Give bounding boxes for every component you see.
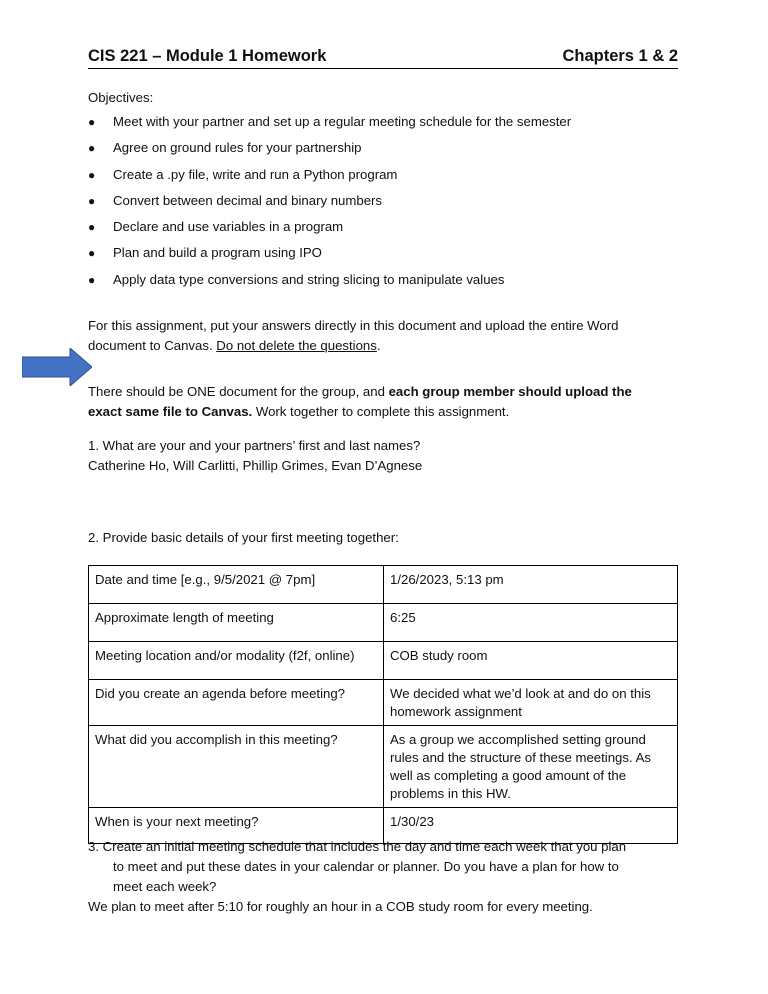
group-note-paragraph: There should be ONE document for the group, and each group member should upload the exact same file to Canvas. Work together to complete this assignment. xyxy=(88,384,632,419)
list-item: ● Apply data type conversions and string slicing to manipulate values xyxy=(88,270,678,296)
do-not-delete-note: Do not delete the questions xyxy=(216,338,377,353)
bullet-icon: ● xyxy=(88,167,96,182)
meeting-details-table xyxy=(88,565,678,844)
list-item: ● Create a .py file, write and run a Python program xyxy=(88,165,678,191)
table-row: Date and time [e.g., 9/5/2021 @ 7pm] 1/26/2023, 5:13 pm xyxy=(89,566,678,604)
bullet-icon: ● xyxy=(88,220,96,235)
list-item: ● Plan and build a program using IPO xyxy=(88,243,678,269)
table-row: What did you accomplish in this meeting? As a group we accomplished setting ground rules and the structure of these meetings. As well as completing a good amount of the problems in this HW. xyxy=(89,726,678,808)
chapters-label: Chapters 1 & 2 xyxy=(562,47,678,65)
question-1: 1. What are your and your partners’ first and last names? xyxy=(88,438,421,453)
question-3: 3. Create an initial meeting schedule that includes the day and time each week that you plan to meet and put these dates in your calendar or planner. Do you have a plan for how to meet each week? xyxy=(88,839,627,894)
table-row: Did you create an agenda before meeting? We decided what we’d look at and do on this homework assignment xyxy=(89,680,678,726)
answer-3: We plan to meet after 5:10 for roughly an hour in a COB study room for every meeting. xyxy=(88,899,593,914)
bullet-icon: ● xyxy=(88,115,96,129)
bullet-icon: ● xyxy=(88,193,96,208)
objectives-list xyxy=(88,112,678,296)
table-row: Approximate length of meeting 6:25 xyxy=(89,604,678,642)
page-header xyxy=(88,46,678,69)
answer-1: Catherine Ho, Will Carlitti, Phillip Grimes, Evan D’Agnese xyxy=(88,458,423,473)
right-arrow-icon xyxy=(22,348,92,386)
list-item: ● Declare and use variables in a program xyxy=(88,217,678,243)
bullet-icon: ● xyxy=(88,246,96,261)
instructions-paragraph: For this assignment, put your answers directly in this document and upload the entire Word document to Canvas. Do not delete the questions. xyxy=(88,318,619,353)
list-item: ● Convert between decimal and binary numbers xyxy=(88,191,678,217)
list-item: ● Meet with your partner and set up a regular meeting schedule for the semester xyxy=(88,112,678,138)
bullet-icon: ● xyxy=(88,141,96,156)
list-item: ● Agree on ground rules for your partnership xyxy=(88,138,678,164)
question-2: 2. Provide basic details of your first meeting together: xyxy=(88,530,399,545)
document-page xyxy=(88,0,678,994)
table-row: Meeting location and/or modality (f2f, online) COB study room xyxy=(89,642,678,680)
document-title: CIS 221 – Module 1 Homework xyxy=(88,47,327,65)
table-row: When is your next meeting? 1/30/23 xyxy=(89,808,678,844)
bullet-icon: ● xyxy=(88,272,96,287)
objectives-heading: Objectives: xyxy=(88,90,154,105)
